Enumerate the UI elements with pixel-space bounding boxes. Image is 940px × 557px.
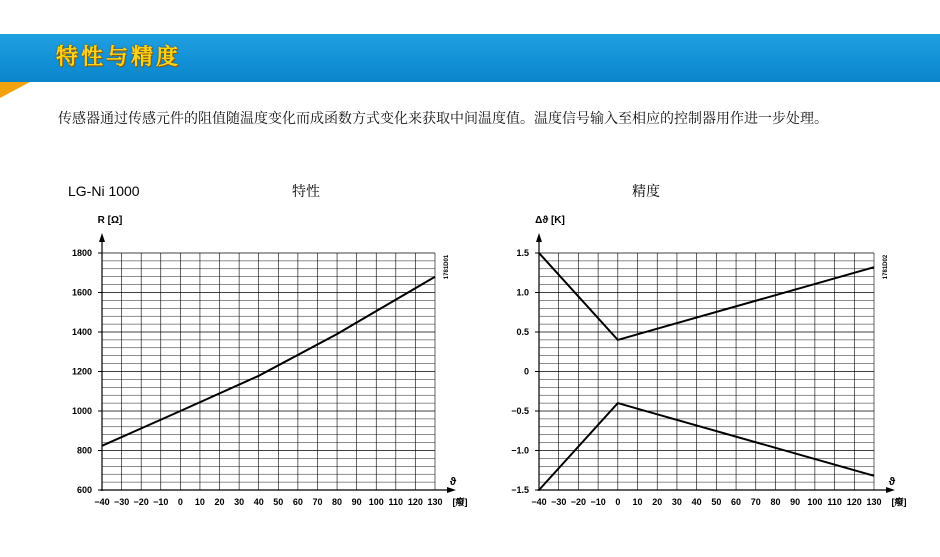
y-tick-label: 1600: [71, 287, 92, 298]
x-tick-label: 70: [750, 497, 761, 507]
x-tick-label: 80: [770, 497, 781, 507]
x-tick-label: −30: [113, 497, 130, 507]
x-tick-label: 50: [711, 497, 722, 507]
y-tick-label: 1400: [71, 327, 92, 337]
y-tick-label: 1000: [71, 406, 92, 416]
y-tick-label: 800: [76, 445, 92, 456]
series-line-1: [102, 277, 435, 446]
x-tick-label: 100: [368, 497, 384, 507]
y-tick-label: −0.5: [511, 406, 529, 416]
y-tick-label: 0: [523, 366, 529, 377]
y-tick-label: 600: [76, 485, 92, 495]
x-tick-label: 60: [292, 497, 303, 507]
x-tick-label: 70: [312, 497, 323, 507]
chart-title: 精度: [632, 183, 660, 199]
x-axis-label: ϑ: [449, 476, 457, 488]
x-tick-label: 130: [866, 497, 882, 507]
x-tick-label: 110: [388, 497, 404, 507]
x-tick-label: 10: [194, 497, 205, 507]
x-tick-label: 130: [427, 497, 443, 507]
x-tick-label: 20: [214, 497, 225, 507]
y-axis-arrow: [536, 233, 542, 242]
y-tick-label: 1.0: [516, 287, 529, 298]
x-tick-label: −40: [94, 497, 110, 507]
x-tick-label: 120: [407, 497, 423, 507]
x-tick-label: 90: [351, 497, 362, 507]
chart-2: [535, 233, 895, 493]
x-tick-label: 110: [827, 497, 842, 507]
x-tick-label: 0: [177, 497, 183, 507]
x-tick-label: 90: [790, 497, 801, 507]
chart-1: [98, 233, 456, 493]
x-tick-label: 80: [332, 497, 343, 507]
x-axis-label: ϑ: [888, 476, 896, 488]
sensor-label: LG-Ni 1000: [68, 183, 140, 199]
y-tick-label: −1.0: [511, 445, 529, 456]
figure-code: 1781D01: [444, 254, 450, 280]
x-tick-label: 100: [807, 497, 823, 507]
x-tick-label: −10: [590, 497, 606, 507]
x-tick-label: 20: [652, 497, 663, 507]
x-tick-label: 40: [253, 497, 264, 507]
x-tick-label: −30: [551, 497, 567, 507]
x-tick-label: 10: [632, 497, 643, 507]
y-axis-label: Δϑ [K]: [535, 215, 565, 226]
x-axis-unit: [癈]: [891, 497, 907, 507]
x-tick-label: 50: [273, 497, 284, 507]
x-tick-label: 120: [846, 497, 862, 507]
x-tick-label: 0: [615, 497, 621, 507]
x-tick-label: −20: [570, 497, 587, 507]
figure-code: 1781D02: [883, 254, 889, 280]
series-line-2: [539, 403, 874, 490]
intro-paragraph: 传感器通过传感元件的阻值随温度变化而成函数方式变化来获取中间温度值。温度信号输入至相应的控制器用作进一步处理。: [58, 111, 828, 127]
y-tick-label: 1800: [71, 248, 92, 258]
series-line-1: [539, 253, 874, 340]
x-tick-label: 60: [731, 497, 742, 507]
x-tick-label: 30: [671, 497, 682, 507]
y-axis-label: R [Ω]: [97, 215, 123, 226]
x-tick-label: 40: [691, 497, 702, 507]
x-tick-label: 30: [234, 497, 245, 507]
y-tick-label: 1200: [71, 366, 92, 377]
y-axis-arrow: [99, 233, 105, 242]
y-tick-label: 0.5: [516, 327, 529, 337]
x-tick-label: −20: [133, 497, 149, 507]
y-tick-label: 1.5: [516, 248, 529, 258]
section-title: 特性与精度: [56, 45, 182, 70]
x-tick-label: −10: [153, 497, 169, 507]
chart-title: 特性: [292, 183, 320, 199]
x-axis-unit: [癈]: [452, 497, 468, 507]
x-tick-label: −40: [531, 497, 547, 507]
y-tick-label: −1.5: [511, 485, 529, 495]
